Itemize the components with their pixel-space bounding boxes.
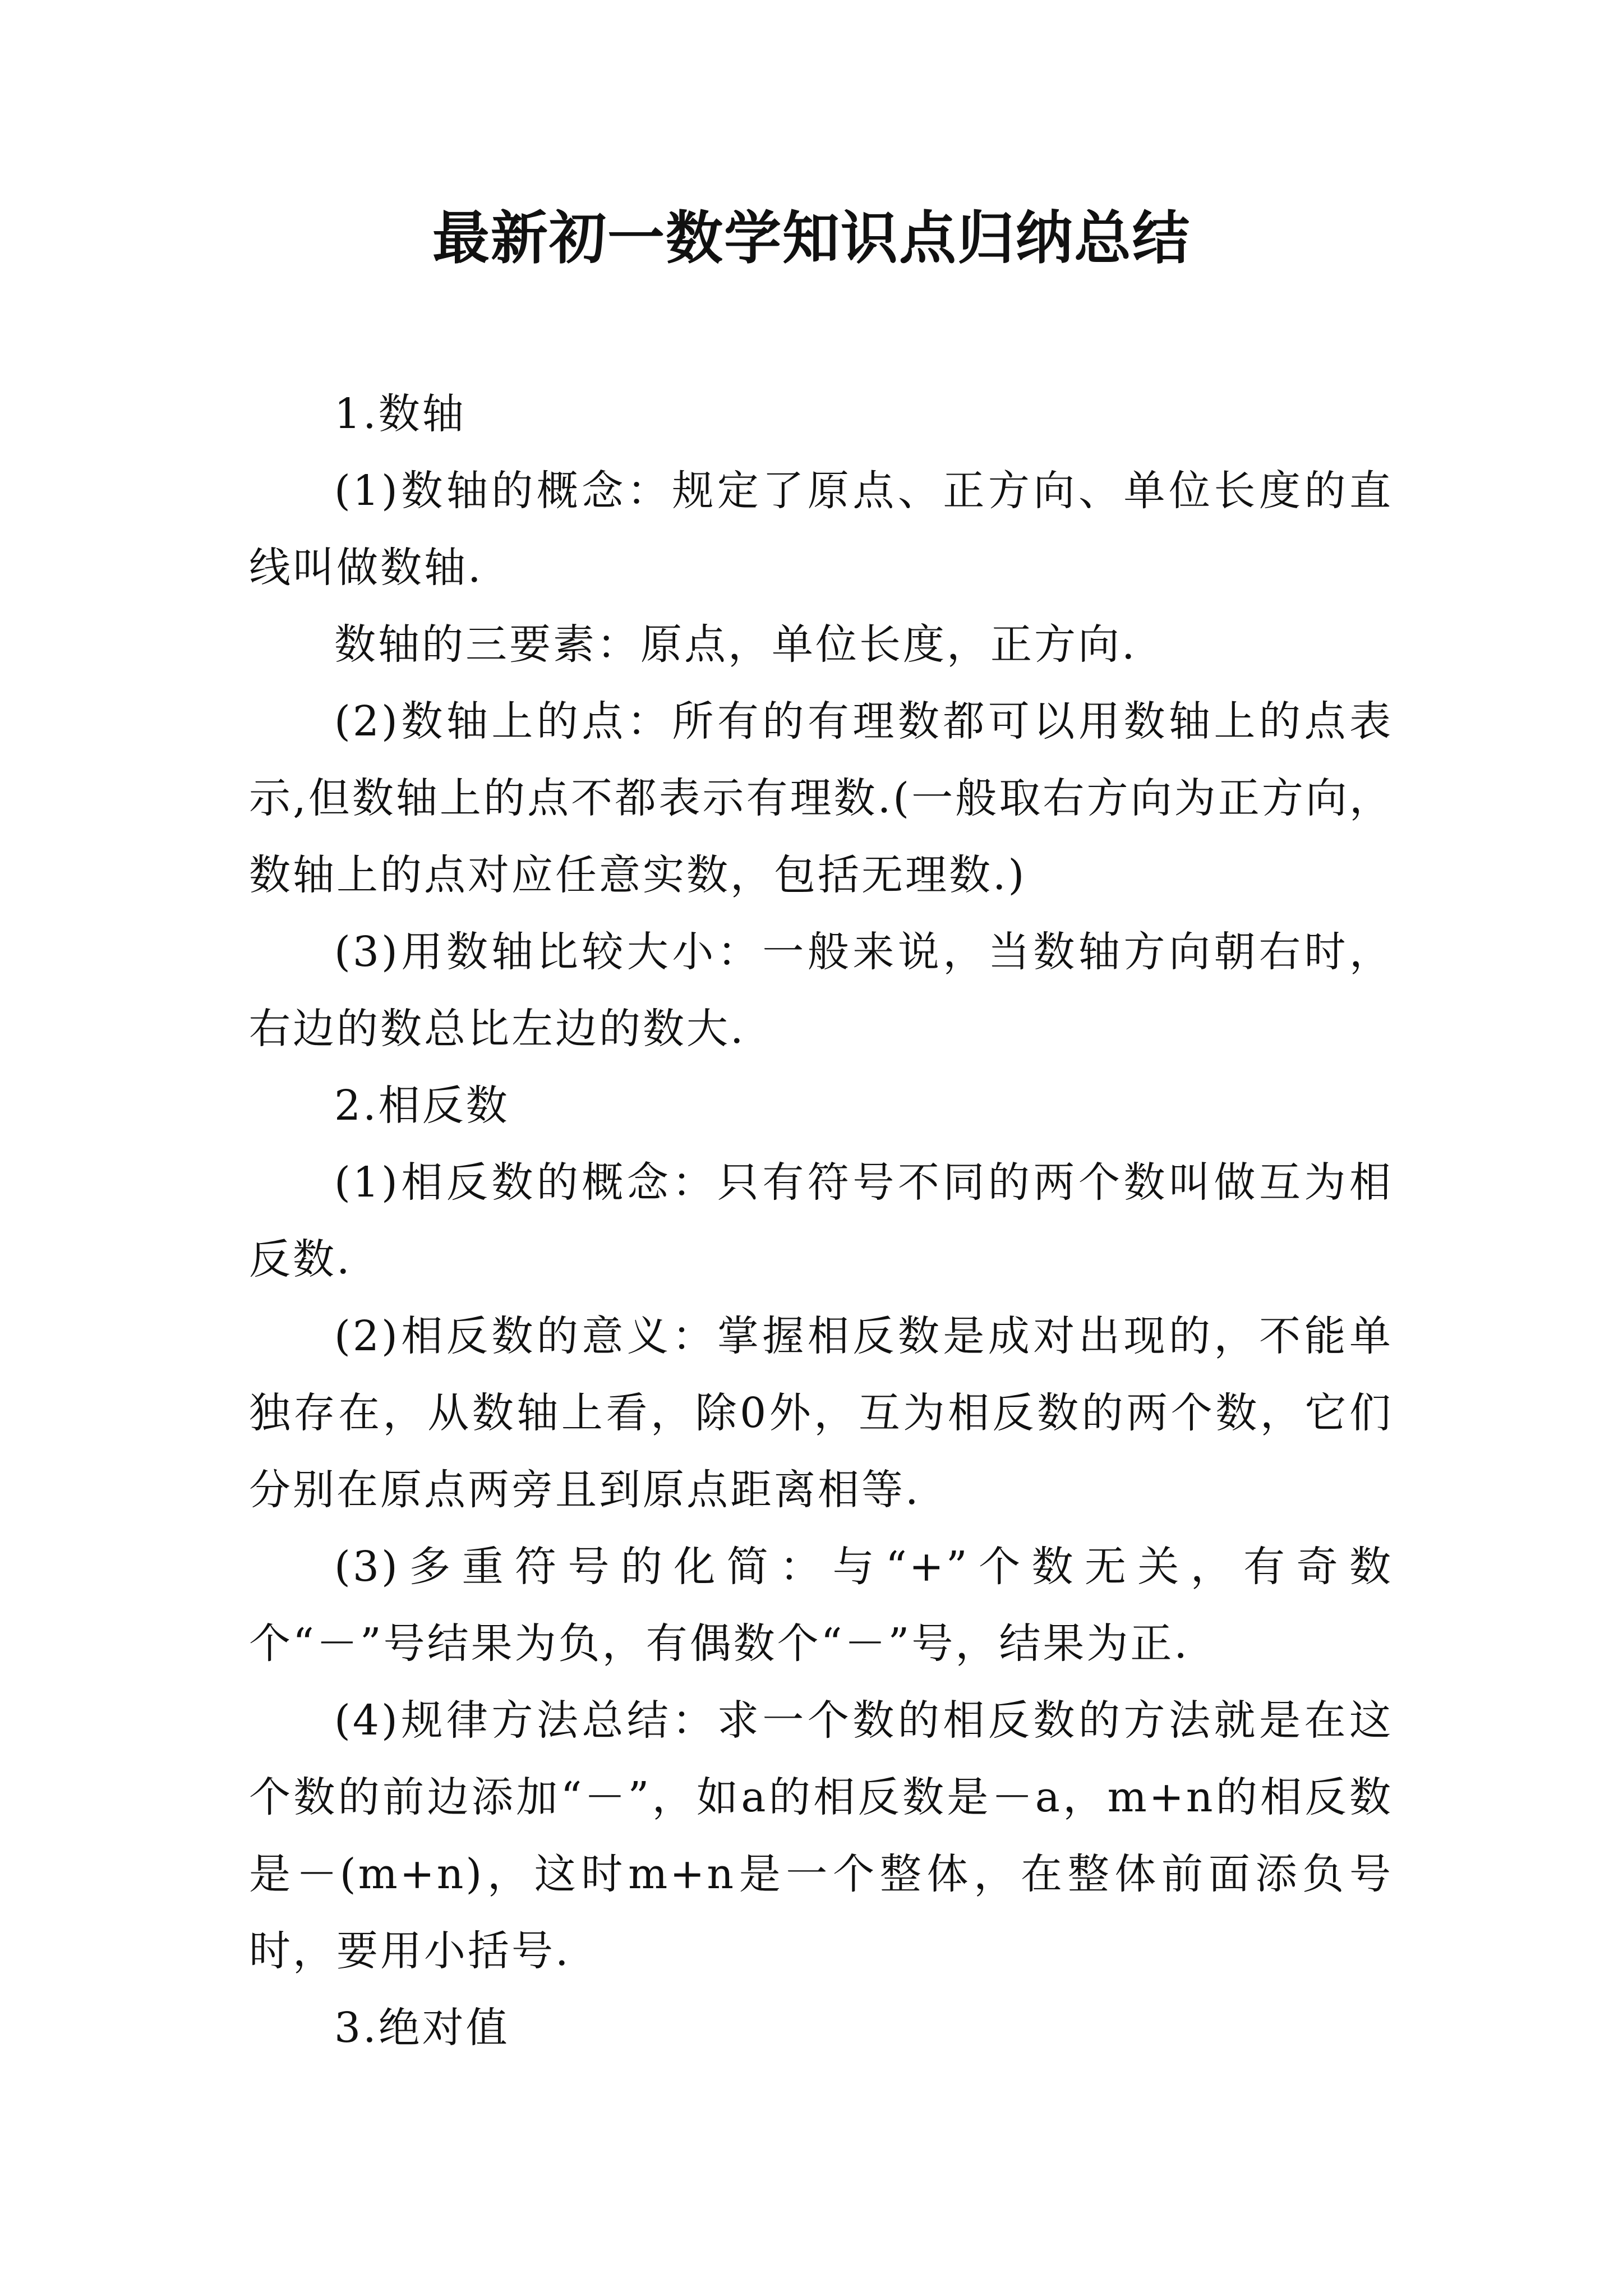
paragraph-6: 2.相反数	[334, 1082, 510, 1130]
paragraph-3: 数轴的三要素：原点，单位长度，正方向.	[334, 620, 1137, 669]
paragraph-10: (4)规律方法总结：求一个数的相反数的方法就是在这个数的前边添加“－”，如a的相反数是－a，m+n的相反数是－(m+n)，这时m+n是一个整体，在整体前面添负号时，要用小括号.	[249, 1696, 1393, 1975]
document-title: 最新初一数学知识点归纳总结	[432, 205, 1191, 272]
paragraph-2: (1)数轴的概念：规定了原点、正方向、单位长度的直线叫做数轴.	[249, 467, 1393, 592]
paragraph-8: (2)相反数的意义：掌握相反数是成对出现的，不能单独存在，从数轴上看，除0外，互为相反数的两个数，它们分别在原点两旁且到原点距离相等.	[249, 1312, 1393, 1514]
paragraph-9: (3)多重符号的化简：与“+”个数无关，有奇数个“－”号结果为负，有偶数个“－”号，结果为正.	[249, 1543, 1393, 1668]
paragraph-11: 3.绝对值	[334, 2004, 510, 2052]
paragraph-7: (1)相反数的概念：只有符号不同的两个数叫做互为相反数.	[249, 1158, 1393, 1283]
paragraph-1: 1.数轴	[334, 390, 466, 438]
document-body	[249, 376, 1393, 2067]
paragraph-4: (2)数轴上的点：所有的有理数都可以用数轴上的点表示,但数轴上的点不都表示有理数.(一般取右方向为正方向，数轴上的点对应任意实数，包括无理数.)	[249, 697, 1393, 899]
paragraph-5: (3)用数轴比较大小：一般来说，当数轴方向朝右时，右边的数总比左边的数大.	[249, 928, 1393, 1053]
